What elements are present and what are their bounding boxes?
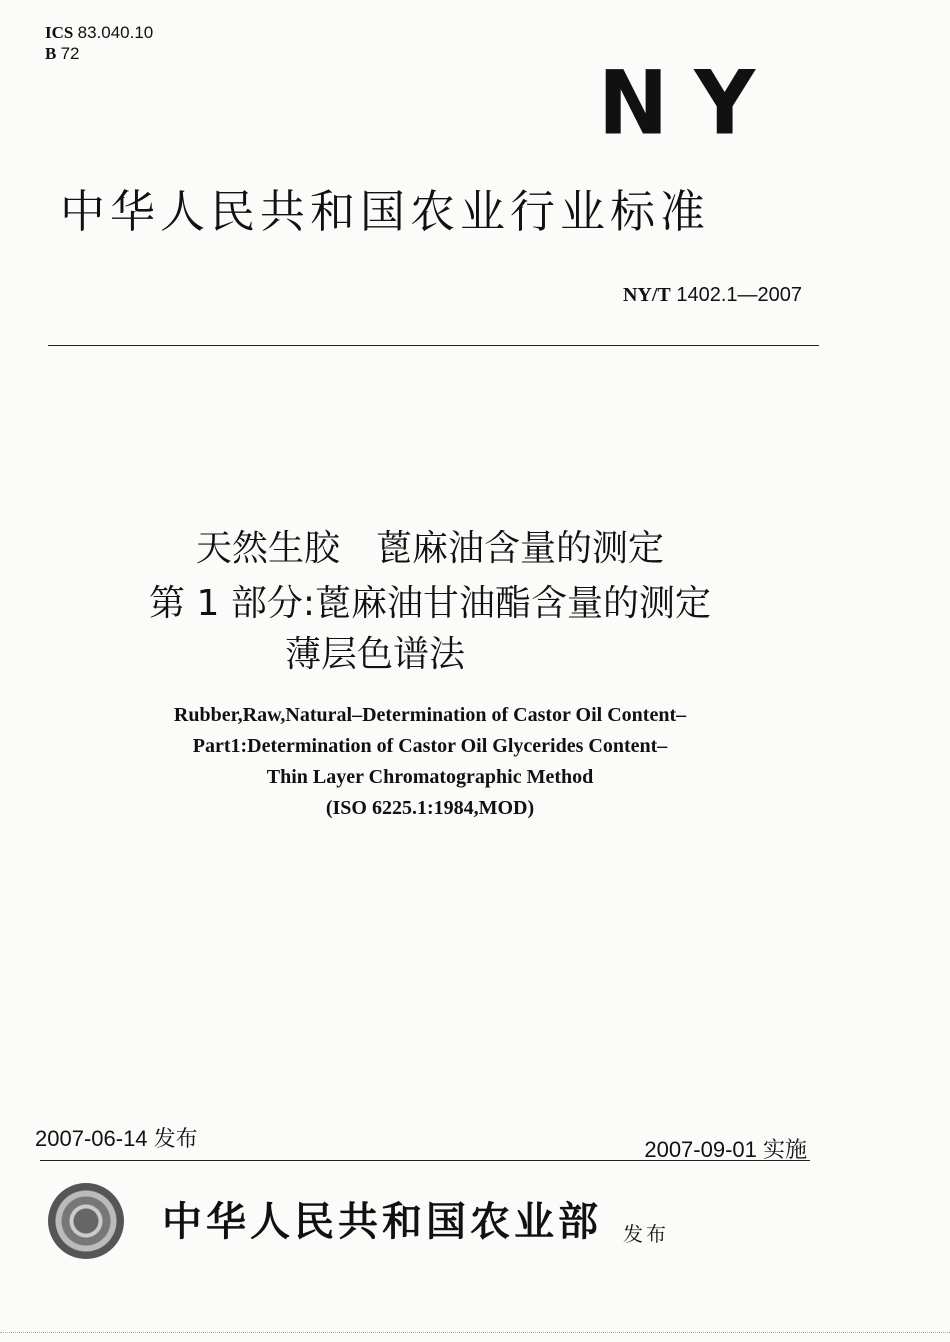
issue-date: 2007-06-14 发布 — [35, 1126, 198, 1151]
top-divider — [48, 345, 819, 346]
implement-date: 2007-09-01 实施 — [644, 1137, 807, 1162]
standard-title: 中华人民共和国农业行业标准 — [60, 185, 711, 238]
title-cn-line1: 天然生胶 蓖麻油含量的测定 — [195, 528, 664, 569]
page-edge — [0, 1332, 950, 1333]
publisher-name: 中华人民共和国农业部 — [162, 1198, 602, 1245]
standard-number-prefix: NY/T — [622, 284, 671, 306]
ccs-line — [45, 43, 153, 64]
standard-number-value: 1402.1—2007 — [676, 284, 802, 306]
title-cn-line2: 第 1 部分:蓖麻油甘油酯含量的测定 — [149, 583, 711, 624]
title-en-line2: Part1:Determination of Castor Oil Glycerides Content– — [192, 735, 668, 757]
ccs-label: B — [45, 44, 57, 63]
title-en-line1: Rubber,Raw,Natural–Determination of Castor Oil Content– — [173, 704, 687, 726]
title-en-line4: (ISO 6225.1:1984,MOD) — [325, 797, 535, 819]
ccs-code: 72 — [60, 44, 80, 63]
title-cn-line3: 薄层色谱法 — [285, 634, 466, 675]
standard-number — [623, 284, 802, 307]
publisher-label: 发布 — [623, 1222, 669, 1246]
ny-logo: NY — [598, 51, 782, 155]
title-en — [0, 700, 860, 824]
bottom-divider — [40, 1160, 810, 1161]
ics-code: 83.040.10 — [77, 23, 154, 42]
ics-label: ICS — [45, 23, 74, 42]
classification-codes — [45, 22, 153, 64]
ics-line — [45, 22, 153, 43]
ministry-seal-icon — [48, 1183, 124, 1259]
title-en-line3: Thin Layer Chromatographic Method — [266, 766, 594, 788]
